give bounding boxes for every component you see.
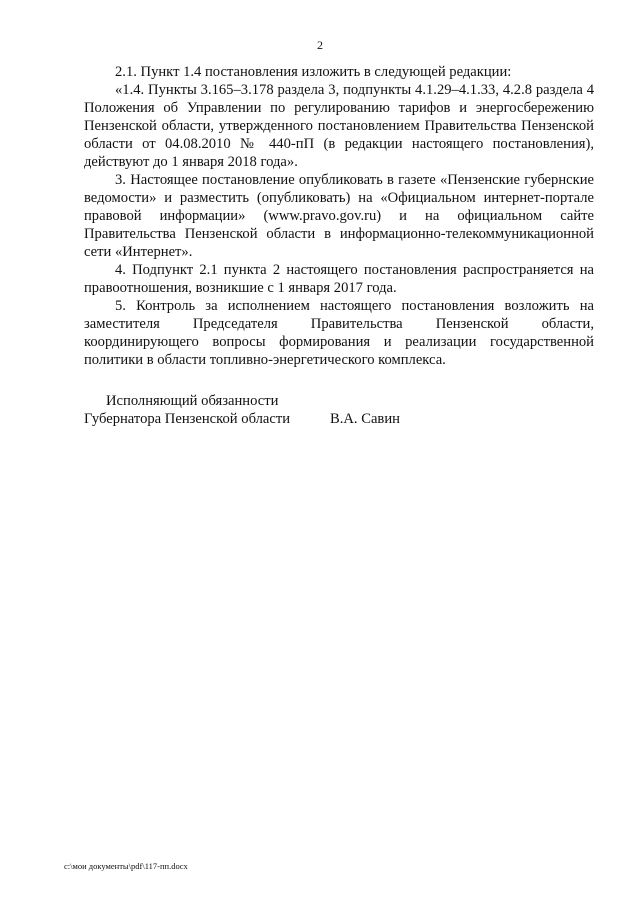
page-number: 2 xyxy=(317,38,323,52)
document-body xyxy=(84,63,594,369)
paragraph-3: 3. Настоящее постановление опубликовать в газете «Пензенские губернские ведомости» и разместить (опубликовать) на «Официальном интернет-портале правовой информации» (www.pravo.gov.ru) и на официальном сайте Правительства Пензенской области в информационно-телекоммуникационной сети «Интернет». xyxy=(84,172,594,260)
signatory-title-line1: Исполняющий обязанности xyxy=(106,393,279,409)
paragraph-4: 4. Подпункт 2.1 пункта 2 настоящего постановления распространяется на правоотношения, возникшие с 1 января 2017 года. xyxy=(84,262,594,296)
paragraph-1-4-quote: «1.4. Пункты 3.165–3.178 раздела 3, подпункты 4.1.29–4.1.33, 4.2.8 раздела 4 Положения об Управлении по регулированию тарифов и энергосбережению Пензенской области, утвержденного постановлением Правительства Пензенской области от 04.08.2010 № 440-пП (в редакции настоящего постановления), действуют до 1 января 2018 года». xyxy=(84,82,594,170)
signatory-name: В.А. Савин xyxy=(330,411,400,427)
file-path-footer: c:\мои документы\pdf\117-пп.docx xyxy=(64,861,188,871)
signatory-title-line2: Губернатора Пензенской области xyxy=(84,411,291,427)
paragraph-5: 5. Контроль за исполнением настоящего постановления возложить на заместителя Председателя Правительства Пензенской области, координирующего вопросы формирования и реализации государственной политики в области топливно-энергетического комплекса. xyxy=(84,298,594,368)
paragraph-2-1: 2.1. Пункт 1.4 постановления изложить в следующей редакции: xyxy=(115,64,512,80)
